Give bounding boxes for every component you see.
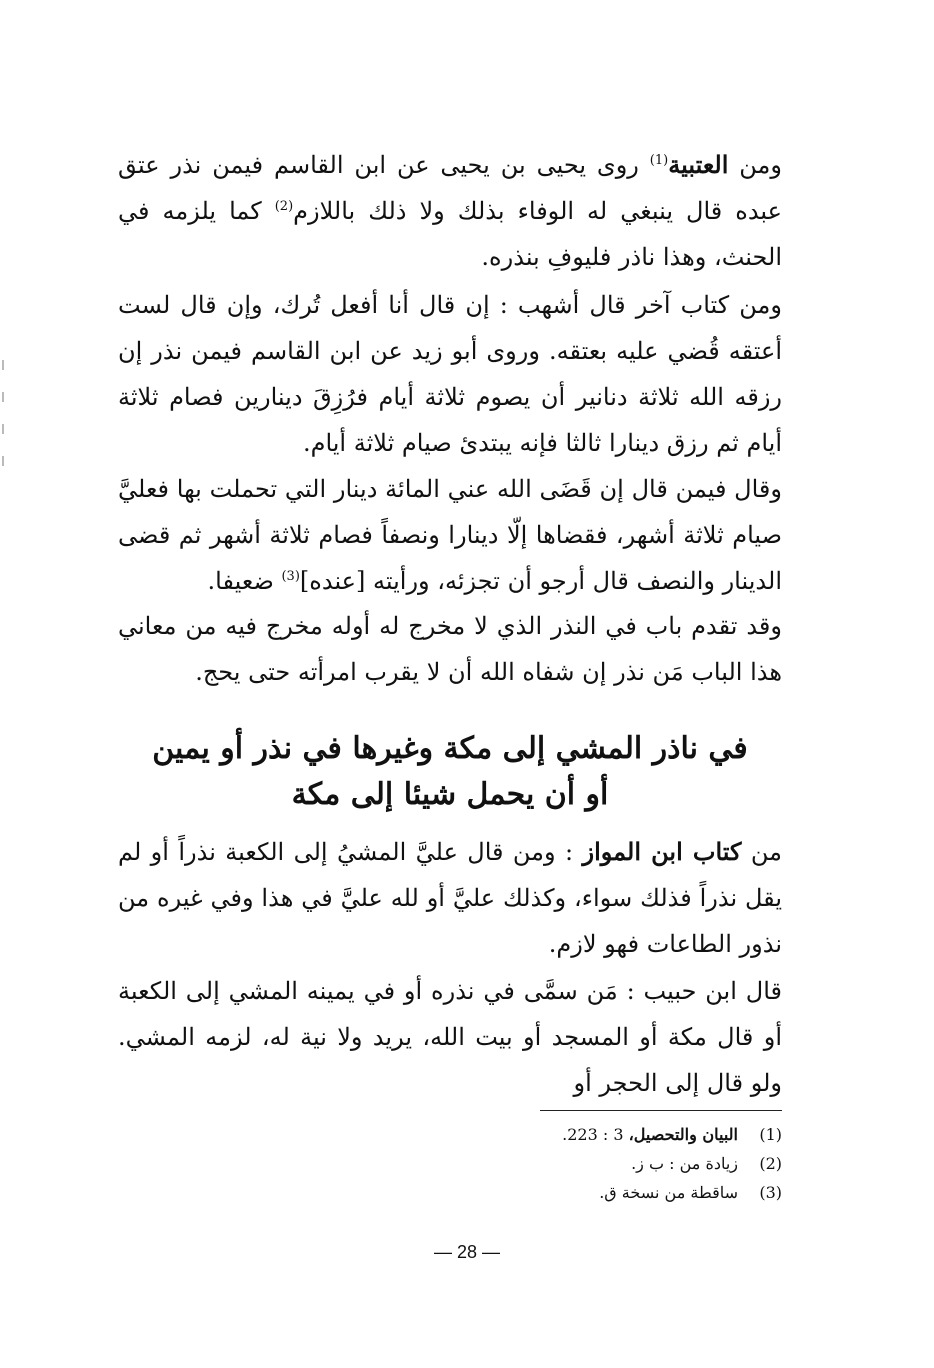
source-title-ibn-al-mawwaz: كتاب ابن المواز [582, 837, 742, 866]
paragraph-2-run: ومن كتاب آخر قال أشهب : إن قال أنا أفعل تُرك، وإن قال لست أعتقه قُضي عليه بعتقه. وروى أبو زيد عن ابن القاسم فيمن نذر إن رزقه الله ثلاثة دنانير أن يصوم ثلاثة أيام فرُزِقَ دينارين فصام ثلاثة أيام ثم رزق دينارا ثالثا فإنه يبتدئ صيام ثلاثة أيام. [118, 291, 782, 457]
paragraph-6 [118, 968, 782, 1106]
footnote-number: (2) [759, 1154, 782, 1173]
footnote-text: ساقطة من نسخة ق. [599, 1183, 738, 1202]
footnote-text: زيادة من : ب ز. [631, 1154, 738, 1173]
paragraph-1-run: روى يحيى بن يحيى عن ابن القاسم فيمن نذر عتق عبده قال ينبغي له الوفاء بذلك ولا ذلك باللازم [118, 151, 782, 225]
footnote-number: (3) [759, 1183, 782, 1202]
footnote-1 [400, 1120, 782, 1149]
footnote-2 [400, 1149, 782, 1178]
paragraph-4 [118, 603, 782, 695]
paragraph-5 [118, 829, 782, 967]
paragraph-6-run: قال ابن حبيب : مَن سمَّى في نذره أو في يمينه المشي إلى الكعبة أو قال مكة أو المسجد أو بيت الله، يريد ولا نية له، لزمه المشي. ولو قال إلى الحجر أو [118, 977, 782, 1097]
section-heading-line-1: في ناذر المشي إلى مكة وغيرها في نذر أو يمين [152, 731, 748, 766]
page-edge-marks [0, 360, 4, 480]
footnote-divider [540, 1110, 782, 1111]
section-heading [118, 726, 782, 818]
footnote-number: (1) [759, 1125, 782, 1144]
footnote-ref-3[interactable]: (3) [281, 569, 300, 584]
footnote-ref-2[interactable]: (2) [274, 199, 294, 214]
paragraph-5-run: : ومن قال عليَّ المشيُ إلى الكعبة نذراً أو لم يقل نذراً فذلك سواء، وكذلك عليَّ أو لله عليَّ في هذا وفي غيره من نذور الطاعات فهو لازم. [118, 838, 783, 958]
paragraph-3 [118, 466, 782, 604]
paragraph-3-run: ضعيفا. [207, 567, 282, 595]
paragraph-3-run: وقال فيمن قال إن قَضَى الله عني المائة دينار التي تحملت بها فعليَّ صيام ثلاثة أشهر، فقضاها إلّا دينارا ونصفاً فصام ثلاثة أشهر ثم قضى الدينار والنصف قال أرجو أن تجزئه، ورأيته [عنده] [118, 475, 782, 595]
paragraph-4-run: وقد تقدم باب في النذر الذي لا مخرج له أوله مخرج فيه من معاني هذا الباب مَن نذر إن شفاه الله أن لا يقرب امرأته حتى يحج. [118, 612, 782, 686]
paragraph-1-run: ومن [728, 151, 782, 179]
source-title-atabiya: العتبية [668, 150, 729, 179]
footnote-3 [400, 1178, 782, 1207]
page-number: — 28 — [433, 1242, 501, 1262]
footnotes [400, 1120, 782, 1207]
paragraph-1 [118, 142, 782, 280]
section-heading-line-2: أو أن يحمل شيئا إلى مكة [291, 777, 609, 812]
paragraph-1-run: كما يلزمه في الحنث، وهذا ناذر فليوفِ بنذره. [118, 197, 782, 271]
paragraph-5-run: من [741, 838, 782, 866]
footnote-text: 3 : 223. [562, 1125, 629, 1144]
footnote-source-title: البيان والتحصيل، [628, 1125, 738, 1144]
footnote-ref-1[interactable]: (1) [649, 153, 669, 168]
paragraph-2 [118, 282, 782, 466]
